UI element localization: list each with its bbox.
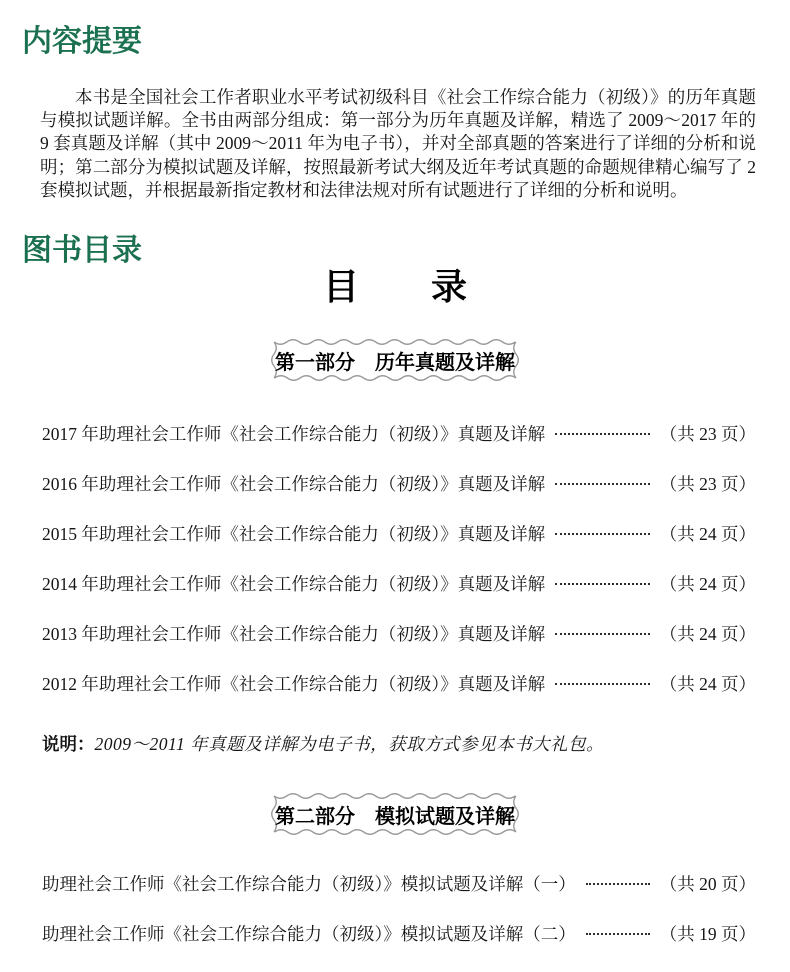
page-count: （共 24 页） bbox=[659, 524, 756, 545]
toc-row bbox=[42, 873, 756, 895]
page-count: （共 19 页） bbox=[659, 924, 756, 945]
content-summary-heading: 内容提要 bbox=[22, 25, 142, 58]
note-label: 说明： bbox=[42, 734, 95, 755]
toc-item-title: 2016 年助理社会工作师《社会工作综合能力（初级）》真题及详解 bbox=[42, 474, 546, 495]
toc-list-part2 bbox=[42, 873, 756, 945]
toc-row bbox=[42, 423, 756, 445]
dot-leader bbox=[555, 483, 650, 485]
page-count: （共 24 页） bbox=[659, 574, 756, 595]
toc-item-title: 2013 年助理社会工作师《社会工作综合能力（初级）》真题及详解 bbox=[42, 624, 546, 645]
page-count: （共 24 页） bbox=[659, 624, 756, 645]
toc-row bbox=[42, 473, 756, 495]
page-count: （共 23 页） bbox=[659, 474, 756, 495]
dot-leader bbox=[555, 583, 650, 585]
toc-item-title: 2012 年助理社会工作师《社会工作综合能力（初级）》真题及详解 bbox=[42, 674, 546, 695]
toc-item-title: 助理社会工作师《社会工作综合能力（初级）》模拟试题及详解（二） bbox=[42, 924, 576, 945]
note-text: 2009～2011 年真题及详解为电子书，获取方式参见本书大礼包。 bbox=[94, 734, 605, 755]
toc-row bbox=[42, 923, 756, 945]
part2-banner-label: 第二部分 模拟试题及详解 bbox=[275, 805, 515, 828]
toc-row bbox=[42, 623, 756, 645]
part2-banner bbox=[269, 791, 521, 837]
dot-leader bbox=[555, 683, 650, 685]
ebook-note bbox=[42, 733, 756, 755]
page-count: （共 23 页） bbox=[659, 424, 756, 445]
toc-item-title: 2015 年助理社会工作师《社会工作综合能力（初级）》真题及详解 bbox=[42, 524, 546, 545]
toc-item-title: 助理社会工作师《社会工作综合能力（初级）》模拟试题及详解（一） bbox=[42, 874, 576, 895]
dot-leader bbox=[555, 633, 650, 635]
dot-leader bbox=[586, 933, 650, 935]
toc-title: 目 录 bbox=[322, 267, 467, 308]
toc-list-part1 bbox=[42, 423, 756, 695]
page-count: （共 24 页） bbox=[659, 674, 756, 695]
toc-row bbox=[42, 673, 756, 695]
toc-item-title: 2014 年助理社会工作师《社会工作综合能力（初级）》真题及详解 bbox=[42, 574, 546, 595]
dot-leader bbox=[586, 883, 650, 885]
toc-row bbox=[42, 523, 756, 545]
dot-leader bbox=[555, 533, 650, 535]
summary-paragraph: 本书是全国社会工作者职业水平考试初级科目《社会工作综合能力（初级）》的历年真题与模拟试题详解。全书由两部分组成：第一部分为历年真题及详解，精选了 2009～2017 年的 9 套真题及详解（其中 2009～2011 年为电子书），并对全部真题的答案进行了详细的分析和说明；第二部分为模拟试题及详解，按照最新考试大纲及近年考试真题的命题规律精心编写了 2 套模拟试题，并根据最新指定教材和法律法规对所有试题进行了详细的分析和说明。 bbox=[40, 87, 756, 200]
page-count: （共 20 页） bbox=[659, 874, 756, 895]
part1-banner-label: 第一部分 历年真题及详解 bbox=[275, 351, 515, 374]
book-catalog-heading: 图书目录 bbox=[22, 234, 142, 268]
toc-item-title: 2017 年助理社会工作师《社会工作综合能力（初级）》真题及详解 bbox=[42, 424, 546, 445]
part1-banner bbox=[269, 337, 521, 383]
dot-leader bbox=[555, 433, 650, 435]
toc-row bbox=[42, 573, 756, 595]
